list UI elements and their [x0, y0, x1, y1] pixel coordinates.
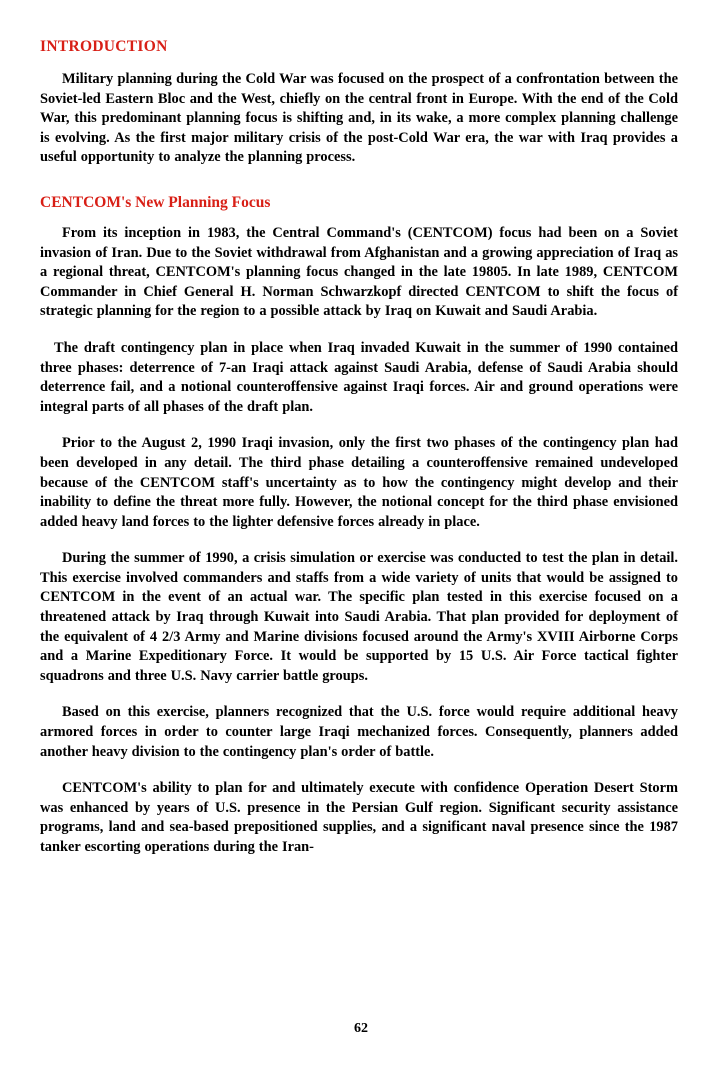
- page-number: 62: [354, 1021, 368, 1036]
- intro-paragraph: Military planning during the Cold War was focused on the prospect of a confrontation between the Soviet-led Eastern Bloc and the West, chiefly on the central front in Europe. With the end of the Cold War, this predominant planning focus is shifting and, in its wake, a more complex planning challenge is evolving. As the first major military crisis of the post-Cold War era, the war with Iraq provides a useful opportunity to analyze the planning process.: [40, 71, 678, 166]
- body-paragraph: From its inception in 1983, the Central Command's (CENTCOM) focus had been on a Soviet invasion of Iran. Due to the Soviet withdrawal from Afghanistan and a growing appreciation of Iraq as a regional threat, CENTCOM's planning focus changed in the late 19805. In late 1989, CENTCOM Commander in Chief General H. Norman Schwarzkopf directed CENTCOM to shift the focus of strategic planning for the region to a possible attack by Iraq on Kuwait and Saudi Arabia.: [40, 224, 678, 320]
- body-paragraph: Based on this exercise, planners recognized that the U.S. force would require additional heavy armored forces in order to counter large Iraqi mechanized forces. Consequently, planners added another heavy division to the contingency plan's order of battle.: [40, 704, 678, 760]
- body-paragraph: CENTCOM's ability to plan for and ultimately execute with confidence Operation Desert Storm was enhanced by years of U.S. presence in the Persian Gulf region. Significant security assistance programs, land and sea-based prepositioned supplies, and a significant naval presence since the 1987 tanker escorting operations during the Iran-: [40, 780, 678, 855]
- body-paragraph: Prior to the August 2, 1990 Iraqi invasion, only the first two phases of the contingency plan had been developed in any detail. The third phase detailing a counteroffensive remained undeveloped because of the CENTCOM staff's uncertainty as to how the contingency might develop and their inability to define the threat more fully. However, the notional concept for the third phase envisioned added heavy land forces to the lighter defensive forces already in place.: [40, 435, 678, 530]
- subsection-title: CENTCOM's New Planning Focus: [40, 193, 271, 211]
- body-paragraph: The draft contingency plan in place when Iraq invaded Kuwait in the summer of 1990 contained three phases: deterrence of 7-an Iraqi attack against Saudi Arabia, defense of Saudi Arabia should deterrence fail, and a notional counteroffensive against Iraqi forces. Air and ground operations were integral parts of all phases of the draft plan.: [40, 339, 678, 415]
- section-title: INTRODUCTION: [40, 38, 168, 55]
- body-paragraph: During the summer of 1990, a crisis simulation or exercise was conducted to test the plan in detail. This exercise involved commanders and staffs from a wide variety of units that would be assigned to CENTCOM in the event of an actual war. The specific plan tested in this exercise focused on a threatened attack by Iraq through Kuwait into Saudi Arabia. That plan provided for deployment of the equivalent of 4 2/3 Army and Marine divisions focused around the Army's XVIII Airborne Corps and a Marine Expeditionary Force. It would be supported by 15 U.S. Air Force tactical fighter squadrons and three U.S. Navy carrier battle groups.: [40, 550, 678, 684]
